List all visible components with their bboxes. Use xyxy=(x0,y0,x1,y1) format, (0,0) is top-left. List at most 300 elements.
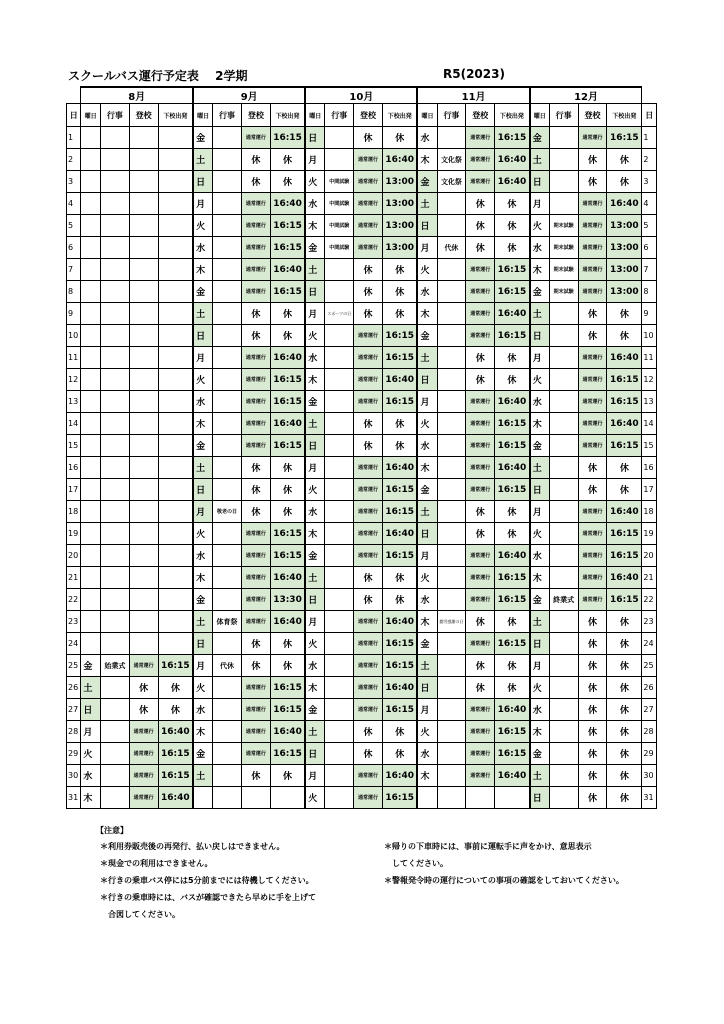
school-status-cell: 通常運行 xyxy=(466,479,495,501)
weekday-cell: 水 xyxy=(305,655,325,677)
dismiss-time-cell: 休 xyxy=(607,611,642,633)
school-status-cell: 通常運行 xyxy=(129,787,158,809)
table-row xyxy=(67,743,657,765)
dismiss-time-cell: 16:15 xyxy=(382,325,417,347)
table-row xyxy=(67,127,657,149)
empty-cell xyxy=(158,215,193,237)
event-cell xyxy=(549,457,578,479)
weekday-cell: 月 xyxy=(530,193,550,215)
weekday-cell: 水 xyxy=(530,237,550,259)
event-cell xyxy=(213,369,242,391)
day-number: 4 xyxy=(642,193,657,215)
col-header-weekday: 曜日 xyxy=(530,104,550,127)
event-cell xyxy=(325,325,354,347)
school-status-cell: 通常運行 xyxy=(354,677,383,699)
dismiss-time-cell: 16:40 xyxy=(270,259,305,281)
school-status-cell: 通常運行 xyxy=(241,413,270,435)
day-number: 8 xyxy=(642,281,657,303)
day-number: 19 xyxy=(642,523,657,545)
day-number: 25 xyxy=(67,655,81,677)
table-row xyxy=(67,369,657,391)
dismiss-time-cell: 16:15 xyxy=(382,391,417,413)
day-number: 6 xyxy=(67,237,81,259)
dismiss-time-cell: 16:15 xyxy=(270,523,305,545)
dismiss-time-cell: 16:15 xyxy=(495,435,530,457)
school-status-cell: 休 xyxy=(129,699,158,721)
weekday-cell: 水 xyxy=(417,127,437,149)
weekday-cell: 火 xyxy=(417,721,437,743)
school-status-cell: 通常運行 xyxy=(578,237,607,259)
school-status-cell: 通常運行 xyxy=(354,699,383,721)
day-number: 31 xyxy=(642,787,657,809)
school-status-cell: 通常運行 xyxy=(354,193,383,215)
school-status-cell: 休 xyxy=(241,655,270,677)
table-row xyxy=(67,215,657,237)
empty-cell xyxy=(100,611,129,633)
page-title: スクールバス運行予定表 2学期 xyxy=(68,69,248,83)
event-cell xyxy=(437,567,466,589)
dismiss-time-cell: 休 xyxy=(495,237,530,259)
empty-cell xyxy=(158,149,193,171)
school-status-cell: 休 xyxy=(578,721,607,743)
weekday-cell: 土 xyxy=(530,149,550,171)
event-cell xyxy=(549,567,578,589)
day-number: 19 xyxy=(67,523,81,545)
day-number: 30 xyxy=(642,765,657,787)
weekday-cell: 土 xyxy=(193,457,213,479)
event-cell xyxy=(100,787,129,809)
day-number: 26 xyxy=(67,677,81,699)
empty-cell xyxy=(81,281,101,303)
event-cell: 中間試験 xyxy=(325,171,354,193)
school-status-cell: 通常運行 xyxy=(466,765,495,787)
weekday-cell: 木 xyxy=(305,215,325,237)
school-status-cell: 休 xyxy=(241,633,270,655)
dismiss-time-cell: 16:15 xyxy=(270,545,305,567)
empty-cell xyxy=(81,259,101,281)
school-status-cell: 休 xyxy=(578,479,607,501)
school-status-cell: 休 xyxy=(241,479,270,501)
dismiss-time-cell: 13:30 xyxy=(270,589,305,611)
event-cell xyxy=(549,193,578,215)
day-number: 29 xyxy=(642,743,657,765)
school-status-cell: 休 xyxy=(466,677,495,699)
school-status-cell: 通常運行 xyxy=(354,369,383,391)
empty-cell xyxy=(100,347,129,369)
empty-cell xyxy=(81,303,101,325)
weekday-cell: 火 xyxy=(305,171,325,193)
weekday-cell: 水 xyxy=(305,347,325,369)
day-number: 30 xyxy=(67,765,81,787)
day-number: 3 xyxy=(67,171,81,193)
dismiss-time-cell: 16:15 xyxy=(270,281,305,303)
dismiss-time-cell: 休 xyxy=(607,787,642,809)
empty-cell xyxy=(158,611,193,633)
dismiss-time-cell: 休 xyxy=(158,677,193,699)
empty-cell xyxy=(129,347,158,369)
event-cell xyxy=(549,633,578,655)
note-item: ＊警報発令時の運行についての事項の確認をしておいてください。 xyxy=(384,876,624,885)
weekday-cell: 火 xyxy=(305,787,325,809)
event-cell: 体育祭 xyxy=(213,611,242,633)
school-status-cell: 通常運行 xyxy=(578,545,607,567)
dismiss-time-cell: 休 xyxy=(382,589,417,611)
event-cell: 文化祭 xyxy=(437,171,466,193)
event-cell: 中間試験 xyxy=(325,237,354,259)
event-cell xyxy=(325,281,354,303)
weekday-cell: 木 xyxy=(417,149,437,171)
dismiss-time-cell: 16:15 xyxy=(382,479,417,501)
event-cell xyxy=(325,391,354,413)
school-status-cell: 通常運行 xyxy=(354,545,383,567)
note-item: ＊帰りの下車時には、事前に運転手に声をかけ、意思表示 xyxy=(384,842,592,851)
event-cell: 終業式 xyxy=(549,589,578,611)
weekday-cell: 金 xyxy=(305,237,325,259)
school-status-cell: 通常運行 xyxy=(466,589,495,611)
event-cell: 代休 xyxy=(437,237,466,259)
school-status-cell: 休 xyxy=(241,765,270,787)
empty-cell xyxy=(129,237,158,259)
empty-cell xyxy=(129,479,158,501)
empty-cell xyxy=(100,325,129,347)
weekday-cell: 月 xyxy=(193,347,213,369)
day-number: 27 xyxy=(67,699,81,721)
event-cell xyxy=(325,589,354,611)
day-number: 4 xyxy=(67,193,81,215)
weekday-cell: 月 xyxy=(530,501,550,523)
empty-cell xyxy=(100,479,129,501)
table-row xyxy=(67,171,657,193)
school-status-cell: 休 xyxy=(241,149,270,171)
day-number: 6 xyxy=(642,237,657,259)
event-cell xyxy=(437,457,466,479)
event-cell xyxy=(213,413,242,435)
event-cell xyxy=(549,479,578,501)
dismiss-time-cell: 16:15 xyxy=(495,413,530,435)
event-cell xyxy=(437,347,466,369)
dismiss-time-cell: 休 xyxy=(607,655,642,677)
school-status-cell: 通常運行 xyxy=(241,215,270,237)
dismiss-time-cell: 16:40 xyxy=(495,457,530,479)
col-header-weekday: 曜日 xyxy=(81,104,101,127)
dismiss-time-cell: 休 xyxy=(607,171,642,193)
dismiss-time-cell: 16:15 xyxy=(495,743,530,765)
school-status-cell: 通常運行 xyxy=(466,325,495,347)
event-cell xyxy=(437,325,466,347)
month-header: 8月 xyxy=(81,87,193,104)
dismiss-time-cell: 16:15 xyxy=(382,633,417,655)
bus-schedule-table xyxy=(66,86,657,809)
event-cell xyxy=(213,545,242,567)
event-cell xyxy=(437,259,466,281)
weekday-cell: 月 xyxy=(305,765,325,787)
empty-cell xyxy=(158,347,193,369)
weekday-cell: 月 xyxy=(193,501,213,523)
weekday-cell: 木 xyxy=(305,677,325,699)
event-cell xyxy=(325,699,354,721)
weekday-cell: 火 xyxy=(305,479,325,501)
event-cell xyxy=(213,567,242,589)
school-status-cell: 休 xyxy=(354,589,383,611)
empty-cell xyxy=(81,127,101,149)
empty-cell xyxy=(81,435,101,457)
event-cell xyxy=(437,721,466,743)
event-cell xyxy=(437,699,466,721)
event-cell xyxy=(325,457,354,479)
dismiss-time-cell: 16:40 xyxy=(382,457,417,479)
day-number: 23 xyxy=(642,611,657,633)
empty-cell xyxy=(81,325,101,347)
weekday-cell: 金 xyxy=(305,391,325,413)
dismiss-time-cell: 休 xyxy=(495,501,530,523)
school-status-cell: 休 xyxy=(466,655,495,677)
month-header: 11月 xyxy=(417,87,529,104)
weekday-cell: 金 xyxy=(193,281,213,303)
dismiss-time-cell: 16:40 xyxy=(270,413,305,435)
event-cell xyxy=(325,765,354,787)
event-cell: 期末試験 xyxy=(549,237,578,259)
month-header: 9月 xyxy=(193,87,305,104)
empty-cell xyxy=(100,369,129,391)
table-row xyxy=(67,787,657,809)
weekday-cell: 日 xyxy=(530,479,550,501)
event-cell xyxy=(437,655,466,677)
empty-cell xyxy=(158,413,193,435)
event-cell xyxy=(213,281,242,303)
day-number: 24 xyxy=(67,633,81,655)
dismiss-time-cell: 16:15 xyxy=(270,237,305,259)
school-status-cell: 通常運行 xyxy=(354,479,383,501)
empty-cell xyxy=(100,391,129,413)
weekday-cell: 金 xyxy=(193,743,213,765)
dismiss-time-cell: 16:40 xyxy=(607,501,642,523)
col-header-event: 行事 xyxy=(549,104,578,127)
weekday-cell: 木 xyxy=(417,303,437,325)
day-number: 21 xyxy=(642,567,657,589)
table-row xyxy=(67,545,657,567)
weekday-cell: 水 xyxy=(193,391,213,413)
day-number: 16 xyxy=(642,457,657,479)
school-status-cell: 通常運行 xyxy=(466,149,495,171)
event-cell xyxy=(213,347,242,369)
school-status-cell: 休 xyxy=(354,743,383,765)
school-status-cell: 通常運行 xyxy=(578,413,607,435)
dismiss-time-cell: 休 xyxy=(270,171,305,193)
weekday-cell: 水 xyxy=(417,743,437,765)
school-status-cell: 休 xyxy=(354,259,383,281)
school-status-cell: 通常運行 xyxy=(241,743,270,765)
event-cell xyxy=(549,523,578,545)
dismiss-time-cell: 休 xyxy=(382,743,417,765)
day-number: 28 xyxy=(642,721,657,743)
school-status-cell: 通常運行 xyxy=(578,347,607,369)
dismiss-time-cell: 16:40 xyxy=(495,391,530,413)
dismiss-time-cell: 13:00 xyxy=(382,171,417,193)
dismiss-time-cell: 休 xyxy=(607,479,642,501)
weekday-cell: 金 xyxy=(305,545,325,567)
weekday-cell: 土 xyxy=(417,193,437,215)
weekday-cell: 水 xyxy=(417,435,437,457)
school-status-cell: 休 xyxy=(578,699,607,721)
weekday-cell: 日 xyxy=(417,215,437,237)
dismiss-time-cell: 16:40 xyxy=(382,611,417,633)
school-status-cell: 通常運行 xyxy=(354,149,383,171)
school-status-cell: 休 xyxy=(241,501,270,523)
school-status-cell: 通常運行 xyxy=(241,259,270,281)
weekday-cell: 土 xyxy=(417,347,437,369)
empty-cell xyxy=(158,457,193,479)
dismiss-time-cell: 休 xyxy=(270,633,305,655)
dismiss-time-cell: 休 xyxy=(270,765,305,787)
col-header-weekday: 曜日 xyxy=(417,104,437,127)
event-cell xyxy=(437,369,466,391)
weekday-cell: 火 xyxy=(81,743,101,765)
event-cell xyxy=(549,545,578,567)
weekday-cell: 水 xyxy=(193,237,213,259)
dismiss-time-cell: 休 xyxy=(607,721,642,743)
school-status-cell: 通常運行 xyxy=(578,435,607,457)
event-cell xyxy=(437,193,466,215)
dismiss-time-cell: 16:40 xyxy=(495,765,530,787)
dismiss-time-cell: 休 xyxy=(382,303,417,325)
event-cell xyxy=(437,501,466,523)
event-cell xyxy=(437,633,466,655)
day-number: 11 xyxy=(67,347,81,369)
dismiss-time-cell: 16:15 xyxy=(607,391,642,413)
event-cell xyxy=(437,479,466,501)
school-status-cell: 通常運行 xyxy=(241,699,270,721)
school-status-cell: 休 xyxy=(466,215,495,237)
table-row xyxy=(67,633,657,655)
day-number: 13 xyxy=(642,391,657,413)
weekday-cell: 木 xyxy=(193,259,213,281)
event-cell xyxy=(213,699,242,721)
weekday-cell: 火 xyxy=(530,523,550,545)
dismiss-time-cell: 16:15 xyxy=(270,391,305,413)
empty-cell xyxy=(158,303,193,325)
empty-cell xyxy=(81,369,101,391)
weekday-cell: 金 xyxy=(193,589,213,611)
dismiss-time-cell: 16:15 xyxy=(382,347,417,369)
school-status-cell: 休 xyxy=(466,523,495,545)
dismiss-time-cell: 休 xyxy=(495,655,530,677)
dismiss-time-cell: 16:15 xyxy=(495,479,530,501)
weekday-cell: 日 xyxy=(417,369,437,391)
weekday-cell: 木 xyxy=(305,369,325,391)
dismiss-time-cell: 16:40 xyxy=(270,347,305,369)
table-row xyxy=(67,149,657,171)
empty-cell xyxy=(100,457,129,479)
event-cell xyxy=(213,391,242,413)
weekday-cell: 月 xyxy=(305,149,325,171)
empty-cell xyxy=(129,259,158,281)
empty-cell xyxy=(81,149,101,171)
dismiss-time-cell: 休 xyxy=(607,457,642,479)
note-item: 合図してください。 xyxy=(100,910,180,919)
school-status-cell: 通常運行 xyxy=(241,435,270,457)
empty-cell xyxy=(100,523,129,545)
empty-cell xyxy=(100,215,129,237)
day-number: 7 xyxy=(67,259,81,281)
empty-cell xyxy=(129,391,158,413)
school-status-cell: 通常運行 xyxy=(354,325,383,347)
event-cell xyxy=(325,721,354,743)
weekday-cell: 日 xyxy=(417,523,437,545)
weekday-cell: 木 xyxy=(417,457,437,479)
dismiss-time-cell: 休 xyxy=(607,303,642,325)
empty-cell xyxy=(193,787,213,809)
col-header-dismiss: 下校出発 xyxy=(270,104,305,127)
day-number: 2 xyxy=(642,149,657,171)
weekday-cell: 日 xyxy=(305,281,325,303)
weekday-cell: 木 xyxy=(193,721,213,743)
day-number: 15 xyxy=(642,435,657,457)
empty-cell xyxy=(129,457,158,479)
empty-cell xyxy=(158,369,193,391)
empty-cell xyxy=(158,281,193,303)
empty-cell xyxy=(100,435,129,457)
month-header: 12月 xyxy=(530,87,642,104)
table-row xyxy=(67,567,657,589)
event-cell xyxy=(325,611,354,633)
dismiss-time-cell: 休 xyxy=(270,149,305,171)
empty-cell xyxy=(100,193,129,215)
school-status-cell: 通常運行 xyxy=(578,567,607,589)
event-cell: 中間試験 xyxy=(325,193,354,215)
day-number: 24 xyxy=(642,633,657,655)
empty-cell xyxy=(158,127,193,149)
empty-cell xyxy=(81,545,101,567)
weekday-cell: 月 xyxy=(417,391,437,413)
table-row xyxy=(67,281,657,303)
event-cell xyxy=(549,171,578,193)
dismiss-time-cell: 16:15 xyxy=(270,677,305,699)
event-cell xyxy=(325,369,354,391)
school-status-cell: 通常運行 xyxy=(129,655,158,677)
empty-cell xyxy=(100,501,129,523)
dismiss-time-cell: 休 xyxy=(382,721,417,743)
weekday-cell: 金 xyxy=(417,479,437,501)
day-number: 5 xyxy=(642,215,657,237)
event-cell xyxy=(325,677,354,699)
school-status-cell: 通常運行 xyxy=(466,435,495,457)
dismiss-time-cell: 休 xyxy=(382,259,417,281)
weekday-cell: 日 xyxy=(305,743,325,765)
day-number: 8 xyxy=(67,281,81,303)
dismiss-time-cell: 休 xyxy=(382,413,417,435)
event-cell xyxy=(437,523,466,545)
event-cell xyxy=(213,193,242,215)
empty-cell xyxy=(129,545,158,567)
event-cell xyxy=(213,633,242,655)
day-number: 23 xyxy=(67,611,81,633)
dismiss-time-cell: 16:15 xyxy=(158,743,193,765)
dismiss-time-cell: 16:15 xyxy=(495,721,530,743)
school-status-cell: 通常運行 xyxy=(466,545,495,567)
event-cell xyxy=(437,545,466,567)
school-status-cell: 休 xyxy=(354,721,383,743)
dismiss-time-cell: 16:15 xyxy=(495,633,530,655)
dismiss-time-cell: 休 xyxy=(382,281,417,303)
empty-cell xyxy=(129,501,158,523)
notes-heading: 【注意】 xyxy=(96,826,128,835)
school-status-cell: 通常運行 xyxy=(241,237,270,259)
dismiss-time-cell: 13:00 xyxy=(607,281,642,303)
dismiss-time-cell: 16:40 xyxy=(495,303,530,325)
event-cell xyxy=(325,149,354,171)
dismiss-time-cell: 休 xyxy=(607,677,642,699)
dismiss-time-cell: 16:15 xyxy=(607,435,642,457)
